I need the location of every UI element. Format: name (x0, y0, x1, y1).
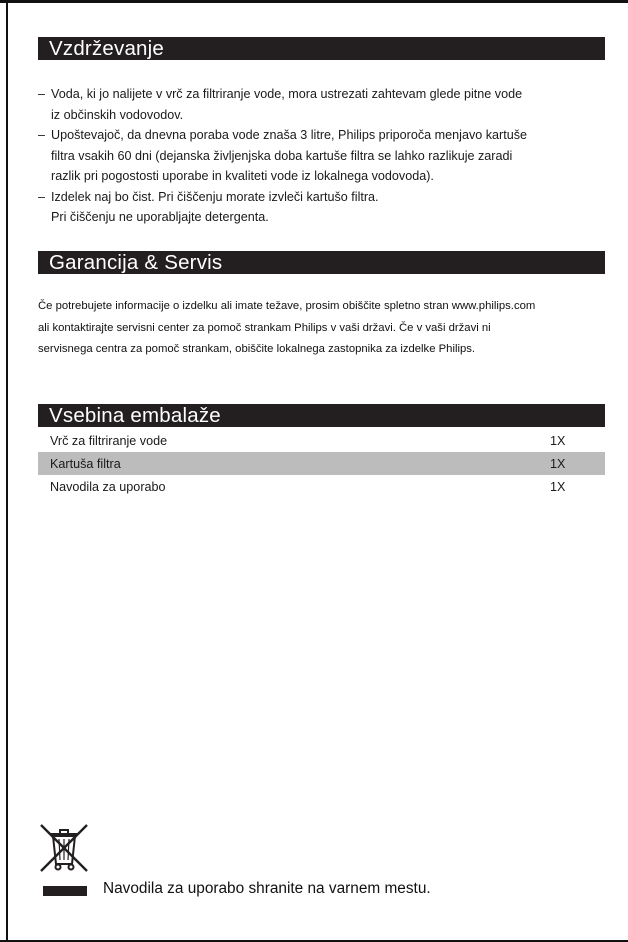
maintenance-line: iz občinskih vodovodov. (51, 107, 184, 122)
top-rule (0, 0, 628, 3)
contents-heading: Vsebina embalaže (38, 404, 605, 427)
bullet-dash: – (38, 128, 46, 142)
item-name: Vrč za filtriranje vode (50, 433, 168, 448)
maintenance-line: Pri čiščenju ne uporabljajte detergenta. (51, 210, 269, 224)
guarantee-paragraph (38, 296, 610, 361)
item-name: Kartuša filtra (38, 452, 550, 475)
footer-note: Navodila za uporabo shranite na varnem mestu. (103, 880, 431, 897)
item-quantity: 1X (550, 479, 566, 494)
maintenance-line: Upoštevajoč, da dnevna poraba vode znaša 3 litre, Philips priporoča menjavo kartuše (51, 128, 528, 142)
guarantee-line: servisnega centra za pomoč strankam, obiščite lokalnega zastopnika za izdelke Philips. (38, 343, 476, 355)
item-quantity: 1X (550, 433, 566, 448)
maintenance-item (38, 187, 608, 228)
item-quantity: 1X (550, 452, 605, 475)
maintenance-list (38, 84, 608, 228)
bullet-dash: – (38, 87, 46, 101)
maintenance-line: Izdelek naj bo čist. Pri čiščenju morate izvleči kartušo filtra. (51, 189, 379, 204)
left-margin-rule (6, 0, 8, 942)
maintenance-line: razlik pri pogostosti uporabe in kvaliteti vode iz lokalnega vodovoda). (51, 169, 434, 183)
maintenance-line: filtra vsakih 60 dni (dejanska življenjska doba kartuše filtra se lahko razlikuje zaradi (51, 148, 513, 163)
table-row (38, 452, 605, 475)
maintenance-heading: Vzdrževanje (38, 37, 605, 60)
weee-black-bar (43, 886, 87, 896)
item-name: Navodila za uporabo (50, 479, 166, 494)
table-row (38, 429, 605, 452)
maintenance-line: Voda, ki jo nalijete v vrč za filtriranje vode, mora ustrezati zahtevam glede pitne vode (51, 87, 523, 101)
guarantee-heading: Garancija & Servis (38, 251, 605, 274)
table-row (38, 475, 605, 498)
contents-table (38, 429, 605, 498)
guarantee-line: ali kontaktirajte servisni center za pomoč strankam Philips v vaši državi. Če v vaši državi ni (38, 321, 491, 334)
maintenance-item (38, 84, 608, 125)
maintenance-item (38, 125, 608, 187)
bullet-dash: – (38, 189, 46, 204)
weee-crossed-bin-icon (38, 822, 90, 874)
guarantee-line: Če potrebujete informacije o izdelku ali imate težave, prosim obiščite spletno stran www.philips.com (38, 300, 536, 312)
